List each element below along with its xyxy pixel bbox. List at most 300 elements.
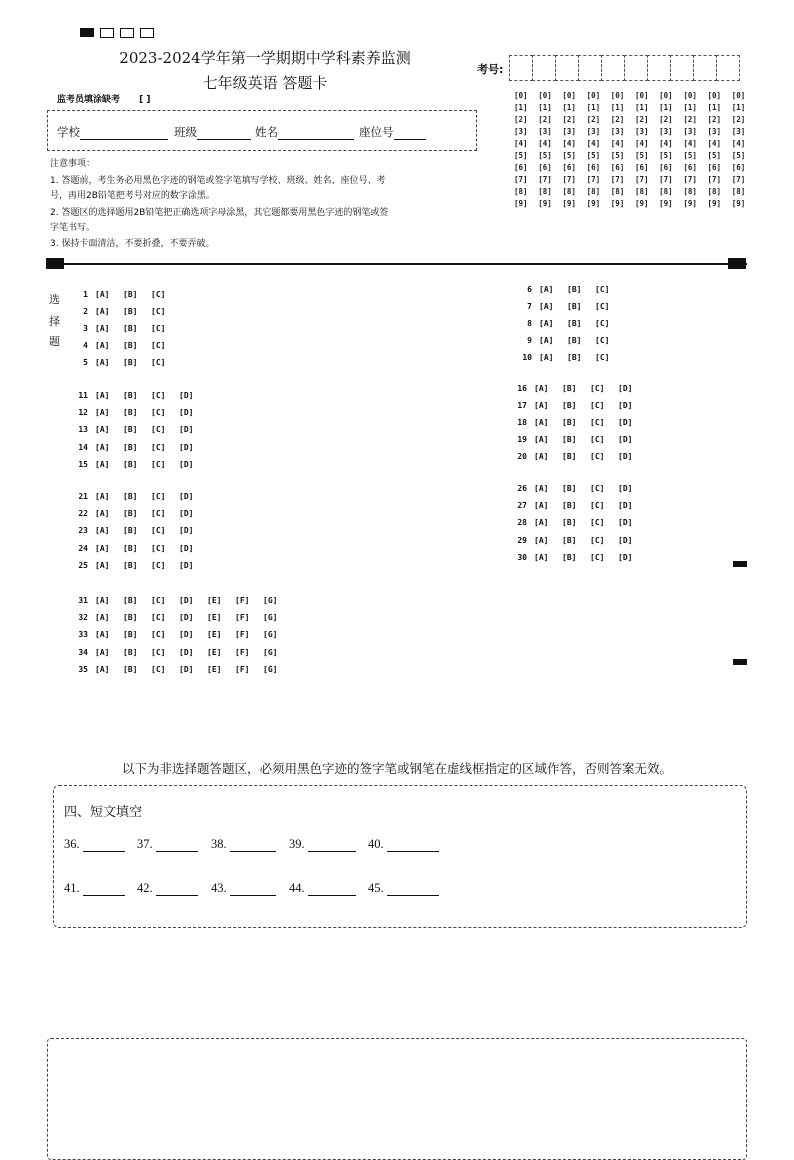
- option-bubble[interactable]: [G]: [263, 612, 278, 622]
- exam-number-bubble-grid[interactable]: [514, 91, 756, 211]
- digit-bubble[interactable]: [3]: [586, 127, 601, 136]
- option-bubble[interactable]: [A]: [95, 460, 110, 470]
- option-bubble[interactable]: [A]: [95, 665, 110, 675]
- option-bubble[interactable]: [B]: [123, 630, 138, 640]
- option-bubble[interactable]: [D]: [179, 561, 194, 571]
- digit-bubble[interactable]: [9]: [586, 199, 601, 208]
- option-bubble[interactable]: [D]: [179, 665, 194, 675]
- monitor-absence-field: [57, 92, 151, 105]
- digit-bubble[interactable]: [3]: [707, 127, 722, 136]
- option-bubble[interactable]: [B]: [123, 323, 138, 333]
- option-bubble[interactable]: [B]: [562, 383, 577, 393]
- digit-bubble[interactable]: [2]: [586, 115, 601, 124]
- digit-bubble[interactable]: [6]: [731, 163, 746, 172]
- digit-bubble[interactable]: [7]: [707, 175, 722, 184]
- option-bubble[interactable]: [B]: [562, 518, 577, 528]
- digit-bubble[interactable]: [2]: [731, 115, 746, 124]
- option-bubble[interactable]: [A]: [95, 491, 110, 501]
- option-bubble[interactable]: [C]: [151, 508, 166, 518]
- option-bubble[interactable]: [A]: [534, 417, 549, 427]
- digit-bubble[interactable]: [9]: [514, 199, 528, 208]
- option-bubble[interactable]: [C]: [151, 612, 166, 622]
- option-bubble[interactable]: [D]: [618, 483, 633, 493]
- option-bubble[interactable]: [B]: [123, 425, 138, 435]
- option-bubble[interactable]: [C]: [590, 553, 605, 563]
- option-bubble[interactable]: [C]: [595, 284, 610, 294]
- option-bubble[interactable]: [C]: [595, 353, 610, 363]
- option-bubble[interactable]: [C]: [590, 483, 605, 493]
- option-bubble[interactable]: [D]: [179, 595, 194, 605]
- digit-bubble[interactable]: [3]: [562, 127, 576, 136]
- blank-item[interactable]: [289, 881, 356, 896]
- option-bubble[interactable]: [E]: [207, 665, 222, 675]
- timing-mark: [733, 659, 747, 665]
- option-bubble[interactable]: [B]: [562, 435, 577, 445]
- digit-bubble[interactable]: [3]: [634, 127, 649, 136]
- blank-line[interactable]: [387, 883, 439, 896]
- blank-line[interactable]: [83, 883, 125, 896]
- digit-bubble[interactable]: [1]: [514, 103, 528, 112]
- option-bubble[interactable]: [D]: [618, 435, 633, 445]
- digit-bubble[interactable]: [8]: [683, 187, 697, 196]
- option-bubble[interactable]: [D]: [179, 460, 194, 470]
- digit-bubble[interactable]: [0]: [562, 91, 576, 100]
- digit-bubble[interactable]: [7]: [659, 175, 673, 184]
- option-bubble[interactable]: [C]: [151, 341, 166, 351]
- digit-bubble[interactable]: [7]: [683, 175, 697, 184]
- digit-bubble[interactable]: [6]: [659, 163, 673, 172]
- digit-bubble[interactable]: [9]: [634, 199, 649, 208]
- option-bubble[interactable]: [A]: [534, 518, 549, 528]
- question-number: 31: [78, 595, 88, 605]
- option-bubble[interactable]: [B]: [567, 301, 582, 311]
- digit-bubble[interactable]: [9]: [538, 199, 552, 208]
- blank-item[interactable]: [137, 881, 198, 896]
- exam-digit-box[interactable]: [624, 55, 648, 81]
- option-bubble[interactable]: [C]: [151, 390, 166, 400]
- option-bubble[interactable]: [B]: [123, 612, 138, 622]
- option-bubble[interactable]: [C]: [590, 535, 605, 545]
- seat-line[interactable]: [394, 127, 426, 140]
- option-bubble[interactable]: [A]: [95, 508, 110, 518]
- option-bubble[interactable]: [D]: [618, 452, 633, 462]
- blank-line[interactable]: [230, 883, 276, 896]
- option-bubble[interactable]: [C]: [151, 526, 166, 536]
- option-bubble[interactable]: [A]: [539, 318, 554, 328]
- digit-bubble[interactable]: [1]: [683, 103, 697, 112]
- option-bubble[interactable]: [B]: [562, 417, 577, 427]
- digit-bubble[interactable]: [2]: [538, 115, 552, 124]
- option-bubble[interactable]: [D]: [179, 526, 194, 536]
- digit-bubble[interactable]: [9]: [562, 199, 576, 208]
- option-bubble[interactable]: [D]: [179, 612, 194, 622]
- option-bubble[interactable]: [D]: [618, 400, 633, 410]
- option-bubble[interactable]: [G]: [263, 595, 278, 605]
- digit-bubble[interactable]: [2]: [514, 115, 528, 124]
- blank-item[interactable]: [368, 837, 439, 852]
- option-bubble[interactable]: [C]: [590, 452, 605, 462]
- blank-item[interactable]: [211, 837, 276, 852]
- digit-bubble[interactable]: [4]: [514, 139, 528, 148]
- digit-bubble[interactable]: [4]: [586, 139, 601, 148]
- digit-bubble[interactable]: [8]: [538, 187, 552, 196]
- option-bubble[interactable]: [C]: [590, 383, 605, 393]
- option-bubble[interactable]: [B]: [123, 665, 138, 675]
- digit-bubble[interactable]: [5]: [659, 151, 673, 160]
- option-bubble[interactable]: [A]: [95, 306, 110, 316]
- digit-bubble[interactable]: [8]: [634, 187, 649, 196]
- option-bubble[interactable]: [C]: [151, 665, 166, 675]
- digit-bubble[interactable]: [3]: [514, 127, 528, 136]
- option-bubble[interactable]: [D]: [618, 535, 633, 545]
- option-bubble[interactable]: [B]: [123, 595, 138, 605]
- option-bubble[interactable]: [C]: [590, 400, 605, 410]
- option-bubble[interactable]: [B]: [567, 353, 582, 363]
- option-bubble[interactable]: [D]: [179, 442, 194, 452]
- option-bubble[interactable]: [F]: [235, 595, 250, 605]
- digit-bubble[interactable]: [0]: [610, 91, 625, 100]
- option-bubble[interactable]: [D]: [618, 553, 633, 563]
- digit-bubble[interactable]: [2]: [659, 115, 673, 124]
- option-bubble[interactable]: [B]: [567, 336, 582, 346]
- name-field[interactable]: [255, 124, 354, 140]
- option-bubble[interactable]: [D]: [179, 543, 194, 553]
- option-bubble[interactable]: [C]: [590, 417, 605, 427]
- digit-bubble[interactable]: [2]: [562, 115, 576, 124]
- option-bubble[interactable]: [C]: [151, 460, 166, 470]
- option-bubble[interactable]: [B]: [123, 647, 138, 657]
- digit-bubble[interactable]: [2]: [634, 115, 649, 124]
- option-bubble[interactable]: [C]: [595, 318, 610, 328]
- digit-bubble[interactable]: [7]: [634, 175, 649, 184]
- digit-bubble[interactable]: [0]: [731, 91, 746, 100]
- digit-bubble[interactable]: [4]: [659, 139, 673, 148]
- option-bubble[interactable]: [F]: [235, 665, 250, 675]
- digit-bubble[interactable]: [0]: [659, 91, 673, 100]
- exam-digit-box[interactable]: [670, 55, 694, 81]
- option-bubble[interactable]: [C]: [590, 518, 605, 528]
- exam-digit-box[interactable]: [532, 55, 556, 81]
- digit-bubble[interactable]: [9]: [610, 199, 625, 208]
- option-bubble[interactable]: [E]: [207, 612, 222, 622]
- digit-bubble[interactable]: [5]: [683, 151, 697, 160]
- option-bubble[interactable]: [B]: [123, 491, 138, 501]
- digit-bubble[interactable]: [9]: [659, 199, 673, 208]
- digit-bubble[interactable]: [8]: [731, 187, 746, 196]
- option-bubble[interactable]: [B]: [123, 390, 138, 400]
- digit-bubble[interactable]: [1]: [610, 103, 625, 112]
- option-bubble[interactable]: [C]: [151, 647, 166, 657]
- digit-bubble[interactable]: [1]: [538, 103, 552, 112]
- option-bubble[interactable]: [C]: [151, 561, 166, 571]
- digit-bubble[interactable]: [0]: [683, 91, 697, 100]
- exam-digit-box[interactable]: [578, 55, 602, 81]
- blank-line[interactable]: [308, 883, 356, 896]
- option-bubble[interactable]: [C]: [151, 630, 166, 640]
- option-bubble[interactable]: [C]: [151, 407, 166, 417]
- digit-bubble[interactable]: [2]: [707, 115, 722, 124]
- digit-bubble[interactable]: [7]: [610, 175, 625, 184]
- monitor-absence-bubble[interactable]: [ ]: [139, 95, 151, 105]
- seat-field[interactable]: [359, 124, 426, 140]
- option-bubble[interactable]: [B]: [123, 508, 138, 518]
- blank-number: 41.: [64, 881, 80, 895]
- digit-bubble[interactable]: [5]: [731, 151, 746, 160]
- digit-bubble[interactable]: [3]: [538, 127, 552, 136]
- option-bubble[interactable]: [C]: [151, 425, 166, 435]
- school-field[interactable]: [57, 124, 168, 140]
- digit-bubble[interactable]: [6]: [538, 163, 552, 172]
- digit-bubble[interactable]: [3]: [659, 127, 673, 136]
- digit-bubble[interactable]: [6]: [634, 163, 649, 172]
- digit-bubble[interactable]: [5]: [634, 151, 649, 160]
- exam-digit-box[interactable]: [693, 55, 717, 81]
- digit-bubble[interactable]: [7]: [586, 175, 601, 184]
- option-bubble[interactable]: [B]: [123, 341, 138, 351]
- digit-bubble[interactable]: [1]: [586, 103, 601, 112]
- blank-number: 36.: [64, 837, 80, 851]
- digit-bubble[interactable]: [6]: [683, 163, 697, 172]
- digit-bubble[interactable]: [1]: [659, 103, 673, 112]
- option-bubble[interactable]: [D]: [179, 647, 194, 657]
- option-bubble[interactable]: [D]: [179, 425, 194, 435]
- option-bubble[interactable]: [A]: [539, 353, 554, 363]
- digit-bubble[interactable]: [1]: [562, 103, 576, 112]
- option-bubble[interactable]: [A]: [95, 543, 110, 553]
- option-bubble[interactable]: [A]: [95, 526, 110, 536]
- option-bubble[interactable]: [A]: [95, 289, 110, 299]
- monitor-label: 监考员填涂缺考: [57, 95, 121, 105]
- option-bubble[interactable]: [F]: [235, 647, 250, 657]
- digit-bubble[interactable]: [1]: [707, 103, 722, 112]
- option-bubble[interactable]: [C]: [590, 500, 605, 510]
- question-number: 7: [527, 301, 532, 311]
- digit-bubble[interactable]: [4]: [634, 139, 649, 148]
- option-bubble[interactable]: [A]: [534, 383, 549, 393]
- digit-bubble[interactable]: [4]: [683, 139, 697, 148]
- option-bubble[interactable]: [B]: [567, 318, 582, 328]
- blank-item[interactable]: [289, 837, 356, 852]
- digit-bubble[interactable]: [3]: [610, 127, 625, 136]
- option-bubble[interactable]: [C]: [151, 595, 166, 605]
- class-line[interactable]: [197, 127, 251, 140]
- school-line[interactable]: [80, 127, 168, 140]
- digit-bubble[interactable]: [4]: [707, 139, 722, 148]
- option-bubble[interactable]: [A]: [539, 284, 554, 294]
- blank-line[interactable]: [308, 839, 356, 852]
- option-bubble[interactable]: [C]: [151, 358, 166, 368]
- option-bubble[interactable]: [C]: [151, 442, 166, 452]
- exam-digit-box[interactable]: [716, 55, 740, 81]
- option-bubble[interactable]: [A]: [95, 341, 110, 351]
- option-bubble[interactable]: [A]: [539, 336, 554, 346]
- option-bubble[interactable]: [D]: [179, 491, 194, 501]
- digit-bubble[interactable]: [4]: [538, 139, 552, 148]
- digit-bubble[interactable]: [5]: [562, 151, 576, 160]
- exam-digit-box[interactable]: [601, 55, 625, 81]
- option-bubble[interactable]: [D]: [618, 417, 633, 427]
- option-bubble[interactable]: [C]: [590, 435, 605, 445]
- digit-bubble[interactable]: [3]: [731, 127, 746, 136]
- digit-bubble[interactable]: [8]: [562, 187, 576, 196]
- digit-bubble[interactable]: [0]: [538, 91, 552, 100]
- digit-bubble[interactable]: [2]: [683, 115, 697, 124]
- question-row: [510, 334, 623, 348]
- question-row: [505, 516, 646, 530]
- blank-item[interactable]: [64, 881, 125, 896]
- digit-bubble[interactable]: [8]: [659, 187, 673, 196]
- digit-bubble[interactable]: [3]: [683, 127, 697, 136]
- digit-bubble[interactable]: [8]: [610, 187, 625, 196]
- option-bubble[interactable]: [C]: [151, 491, 166, 501]
- option-bubble[interactable]: [F]: [235, 630, 250, 640]
- digit-bubble[interactable]: [6]: [707, 163, 722, 172]
- blank-item[interactable]: [64, 837, 125, 852]
- digit-bubble[interactable]: [6]: [562, 163, 576, 172]
- option-bubble[interactable]: [B]: [123, 561, 138, 571]
- option-bubble[interactable]: [D]: [179, 407, 194, 417]
- question-number: 22: [78, 508, 88, 518]
- digit-bubble[interactable]: [4]: [562, 139, 576, 148]
- option-bubble[interactable]: [D]: [179, 630, 194, 640]
- digit-bubble[interactable]: [0]: [707, 91, 722, 100]
- digit-bubble[interactable]: [8]: [707, 187, 722, 196]
- option-bubble[interactable]: [B]: [123, 442, 138, 452]
- option-bubble[interactable]: [B]: [123, 543, 138, 553]
- option-bubble[interactable]: [A]: [534, 535, 549, 545]
- option-bubble[interactable]: [A]: [539, 301, 554, 311]
- option-bubble[interactable]: [A]: [534, 435, 549, 445]
- blank-item[interactable]: [211, 881, 276, 896]
- digit-bubble[interactable]: [7]: [538, 175, 552, 184]
- option-bubble[interactable]: [D]: [618, 383, 633, 393]
- digit-bubble[interactable]: [6]: [610, 163, 625, 172]
- option-bubble[interactable]: [D]: [618, 518, 633, 528]
- blank-line[interactable]: [387, 839, 439, 852]
- blank-line[interactable]: [230, 839, 276, 852]
- digit-bubble[interactable]: [5]: [538, 151, 552, 160]
- digit-bubble[interactable]: [1]: [634, 103, 649, 112]
- option-bubble[interactable]: [D]: [179, 508, 194, 518]
- name-line[interactable]: [278, 127, 354, 140]
- blank-line[interactable]: [156, 839, 198, 852]
- digit-bubble[interactable]: [5]: [514, 151, 528, 160]
- option-bubble[interactable]: [G]: [263, 647, 278, 657]
- option-bubble[interactable]: [D]: [179, 390, 194, 400]
- option-bubble[interactable]: [A]: [95, 630, 110, 640]
- digit-bubble[interactable]: [7]: [731, 175, 746, 184]
- digit-bubble[interactable]: [5]: [707, 151, 722, 160]
- option-bubble[interactable]: [B]: [123, 289, 138, 299]
- option-bubble[interactable]: [A]: [95, 425, 110, 435]
- blank-item[interactable]: [137, 837, 198, 852]
- question-row: [66, 524, 207, 538]
- option-bubble[interactable]: [C]: [595, 301, 610, 311]
- question-row: [510, 316, 623, 330]
- option-bubble[interactable]: [C]: [151, 543, 166, 553]
- question-row: [66, 489, 207, 503]
- option-bubble[interactable]: [B]: [562, 483, 577, 493]
- answer-region-box[interactable]: [47, 1038, 747, 1160]
- option-bubble[interactable]: [A]: [95, 561, 110, 571]
- option-bubble[interactable]: [B]: [123, 460, 138, 470]
- option-bubble[interactable]: [C]: [151, 289, 166, 299]
- option-bubble[interactable]: [B]: [562, 553, 577, 563]
- option-bubble[interactable]: [D]: [618, 500, 633, 510]
- option-bubble[interactable]: [A]: [95, 595, 110, 605]
- digit-bubble[interactable]: [2]: [610, 115, 625, 124]
- digit-bubble[interactable]: [5]: [610, 151, 625, 160]
- option-bubble[interactable]: [A]: [534, 483, 549, 493]
- option-bubble[interactable]: [B]: [562, 400, 577, 410]
- option-bubble[interactable]: [B]: [567, 284, 582, 294]
- option-bubble[interactable]: [A]: [95, 442, 110, 452]
- option-bubble[interactable]: [F]: [235, 612, 250, 622]
- option-bubble[interactable]: [A]: [95, 612, 110, 622]
- exam-number-boxes[interactable]: [509, 55, 739, 81]
- option-bubble[interactable]: [E]: [207, 630, 222, 640]
- option-bubble[interactable]: [B]: [123, 358, 138, 368]
- option-bubble[interactable]: [A]: [95, 323, 110, 333]
- option-bubble[interactable]: [B]: [123, 407, 138, 417]
- digit-bubble[interactable]: [9]: [683, 199, 697, 208]
- digit-bubble[interactable]: [8]: [514, 187, 528, 196]
- blank-line[interactable]: [156, 883, 198, 896]
- digit-bubble[interactable]: [0]: [514, 91, 528, 100]
- digit-bubble[interactable]: [1]: [731, 103, 746, 112]
- digit-bubble[interactable]: [0]: [586, 91, 601, 100]
- option-bubble[interactable]: [E]: [207, 595, 222, 605]
- exam-digit-box[interactable]: [647, 55, 671, 81]
- digit-bubble[interactable]: [7]: [562, 175, 576, 184]
- option-bubble[interactable]: [A]: [534, 553, 549, 563]
- digit-bubble[interactable]: [6]: [514, 163, 528, 172]
- digit-bubble[interactable]: [9]: [731, 199, 746, 208]
- option-bubble[interactable]: [B]: [562, 535, 577, 545]
- option-bubble[interactable]: [C]: [151, 306, 166, 316]
- option-bubble[interactable]: [A]: [95, 407, 110, 417]
- option-bubble[interactable]: [G]: [263, 630, 278, 640]
- option-bubble[interactable]: [A]: [534, 400, 549, 410]
- option-bubble[interactable]: [C]: [595, 336, 610, 346]
- option-bubble[interactable]: [A]: [95, 647, 110, 657]
- digit-bubble[interactable]: [8]: [586, 187, 601, 196]
- digit-bubble[interactable]: [5]: [586, 151, 601, 160]
- option-bubble[interactable]: [B]: [562, 452, 577, 462]
- digit-bubble[interactable]: [4]: [610, 139, 625, 148]
- class-field[interactable]: [174, 124, 251, 140]
- option-bubble[interactable]: [B]: [123, 526, 138, 536]
- digit-bubble[interactable]: [6]: [586, 163, 601, 172]
- option-bubble[interactable]: [C]: [151, 323, 166, 333]
- option-bubble[interactable]: [A]: [534, 452, 549, 462]
- blank-item[interactable]: [368, 881, 439, 896]
- option-bubble[interactable]: [A]: [534, 500, 549, 510]
- exam-digit-box[interactable]: [509, 55, 533, 81]
- option-bubble[interactable]: [G]: [263, 665, 278, 675]
- digit-bubble[interactable]: [9]: [707, 199, 722, 208]
- digit-bubble[interactable]: [7]: [514, 175, 528, 184]
- option-bubble[interactable]: [E]: [207, 647, 222, 657]
- digit-bubble[interactable]: [4]: [731, 139, 746, 148]
- option-bubble[interactable]: [A]: [95, 390, 110, 400]
- blank-line[interactable]: [83, 839, 125, 852]
- option-bubble[interactable]: [B]: [123, 306, 138, 316]
- exam-digit-box[interactable]: [555, 55, 579, 81]
- digit-bubble[interactable]: [0]: [634, 91, 649, 100]
- option-bubble[interactable]: [A]: [95, 358, 110, 368]
- option-bubble[interactable]: [B]: [562, 500, 577, 510]
